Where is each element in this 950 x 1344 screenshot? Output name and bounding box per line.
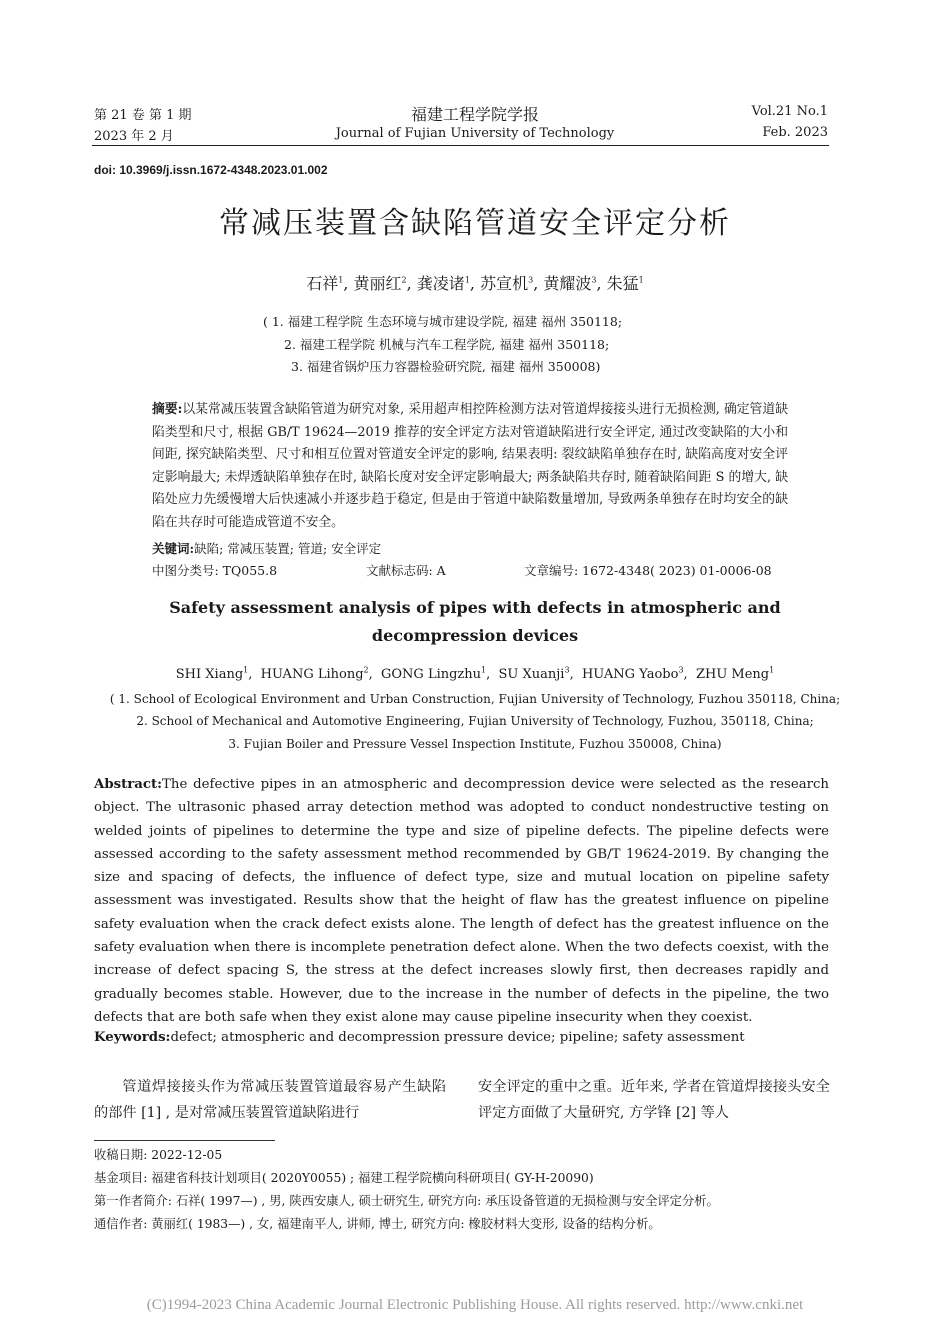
- abstract-zh-text: 以某常减压装置含缺陷管道为研究对象, 采用超声相控阵检测方法对管道焊接接头进行无损检测, 确定管道缺陷类型和尺寸, 根据 GB/T 19624—2019 推荐的安全评定方法对管道缺陷进行安全评定, 通过改变缺陷的大小和间距, 探究缺陷类型、尺寸和相互位置对管道安全评定的影响, 结果表明: 裂纹缺陷单独存在时, 缺陷高度对安全评定影响最大; 未焊透缺陷单独存在时, 缺陷长度对安全评定影响最大; 两条缺陷共存时, 随着缺陷间距 S 的增大, 缺陷处应力先缓慢增大后快速减小并逐步趋于稳定, 但是由于管道中缺陷数量增加, 导致两条单独存在时均安全的缺陷在共存时可能造成管道不安全。: [152, 402, 788, 530]
- keywords-en: [94, 1030, 745, 1045]
- keywords-zh-label: 关键词:: [152, 541, 195, 556]
- author-name: HUANG Lihong: [260, 667, 364, 682]
- journal-title-zh: 福建工程学院学报: [410, 105, 539, 124]
- author-affiliation-mark: 1: [481, 665, 487, 675]
- doi: doi: 10.3969/j.issn.1672-4348.2023.01.002: [94, 163, 328, 177]
- author-name: 黄丽红: [353, 274, 402, 293]
- affiliation-en-1: ( 1. School of Ecological Environment and Urban Construction, Fujian University of Technology, Fuzhou 350118, China;: [109, 692, 841, 706]
- clc-number: 中图分类号: TQ055.8: [152, 563, 278, 578]
- footnote-rule: [94, 1140, 275, 1141]
- document-code: 文献标志码: A: [366, 563, 446, 578]
- abstract-en-text: The defective pipes in an atmospheric and decompression device were selected as the research object. The ultrasonic phased array detection method was adopted to conduct nondestructive testing on welded joints of pipelines to determine the type and size of pipeline defects. The pipeline defects were assessed according to the safety assessment method recommended by GB/T 19624-2019. By changing the size and spacing of defects, the influence of defect type, size and mutual location on pipeline safety assessment was investigated. Results show that the height of flaw has the greatest influence on pipeline safety evaluation when the crack defect exists alone. The length of defect has the greatest influence on the safety evaluation when there is incomplete penetration defect alone. When the two defects coexist, with the increase of defect spacing S, the stress at the defect increases slowly first, then decreases rapidly and gradually becomes stable. However, due to the increase in the number of defects in the pipeline, the two defects that are both safe when they exist alone may cause pipeline insecurity when they coexist.: [94, 777, 829, 1025]
- authors-en: SHI Xiang$^1$, HUANG Lihong$^2$, GONG Lingzhu$^1$, SU Xuanji$^3$, HUANG Yaobo$^3$, ZHU Meng$^1$: [175, 665, 775, 682]
- author-affiliation-mark: 1: [638, 275, 644, 285]
- author-affiliation-mark: 1: [464, 275, 470, 285]
- footnote-received: 收稿日期: 2022-12-05: [94, 1148, 223, 1162]
- keywords-en-text: defect; atmospheric and decompression pressure device; pipeline; safety assessment: [170, 1030, 745, 1045]
- affiliation-zh-2: 2. 福建工程学院 机械与汽车工程学院, 福建 福州 350118;: [284, 337, 610, 352]
- footnote-corresponding-author: 通信作者: 黄丽红( 1983—) , 女, 福建南平人, 讲师, 博士, 研究方向: 橡胶材料大变形, 设备的结构分析。: [94, 1217, 661, 1231]
- author-name: 龚凌诸: [416, 274, 465, 293]
- author-affiliation-mark: 1: [338, 275, 344, 285]
- date-zh: 2023 年 2 月: [94, 129, 174, 144]
- footnote-first-author: 第一作者简介: 石祥( 1997—) , 男, 陕西安康人, 硕士研究生, 研究方向: 承压设备管道的无损检测与安全评定分析。: [94, 1194, 719, 1208]
- author-name: 苏宣机: [480, 274, 529, 293]
- abstract-zh: [152, 399, 788, 535]
- abstract-en: [94, 773, 829, 1029]
- author-affiliation-mark: 1: [243, 665, 249, 675]
- copyright-watermark: (C)1994-2023 China Academic Journal Electronic Publishing House. All rights reserved. http://www.cnki.net: [146, 1297, 804, 1313]
- author-name: SU Xuanji: [498, 667, 565, 682]
- author-name: HUANG Yaobo: [581, 667, 679, 682]
- footnote-funding: 基金项目: 福建省科技计划项目( 2020Y0055) ; 福建工程学院横向科研项目( GY-H-20090): [94, 1171, 594, 1185]
- affiliation-zh-1: ( 1. 福建工程学院 生态环境与城市建设学院, 福建 福州 350118;: [263, 314, 623, 329]
- body-column-right: 安全评定的重中之重。近年来, 学者在管道焊接接头安全评定方面做了大量研究, 方学锋 [2] 等人: [478, 1079, 830, 1121]
- author-affiliation-mark: 2: [363, 665, 369, 675]
- keywords-zh: [152, 539, 381, 557]
- journal-title-en: Journal of Fujian University of Technology: [335, 126, 615, 141]
- article-title-zh: 常减压装置含缺陷管道安全评定分析: [219, 206, 731, 241]
- author-name: 朱猛: [606, 274, 639, 293]
- article-number: 文章编号: 1672-4348( 2023) 01-0006-08: [524, 563, 772, 578]
- body-column-left: 管道焊接接头作为常减压装置管道最容易产生缺陷的部件 [1] , 是对常减压装置管道缺陷进行: [94, 1079, 446, 1121]
- affiliation-en-3: 3. Fujian Boiler and Pressure Vessel Inspection Institute, Fuzhou 350008, China): [228, 737, 722, 751]
- author-name: 石祥: [306, 274, 339, 293]
- abstract-zh-label: 摘要:: [152, 402, 183, 417]
- keywords-zh-text: 缺陷; 常减压装置; 管道; 安全评定: [194, 541, 382, 556]
- author-affiliation-mark: 1: [769, 665, 775, 675]
- article-title-en: Safety assessment analysis of pipes with defects in atmospheric and decompression devices: [169, 598, 781, 645]
- volume-issue-zh: 第 21 卷 第 1 期: [94, 108, 192, 123]
- author-affiliation-mark: 3: [528, 275, 534, 285]
- affiliation-zh-3: 3. 福建省锅炉压力容器检验研究院, 福建 福州 350008): [291, 359, 601, 374]
- authors-zh: 石祥$^1$, 黄丽红$^2$, 龚凌诸$^1$, 苏宣机$^3$, 黄耀波$^3$, 朱猛$^1$: [306, 274, 644, 293]
- author-affiliation-mark: 3: [678, 665, 684, 675]
- header-rule: [92, 145, 829, 146]
- author-affiliation-mark: 3: [591, 275, 597, 285]
- author-name: SHI Xiang: [175, 667, 244, 682]
- abstract-en-label: Abstract:: [94, 777, 163, 792]
- date-en: Feb. 2023: [762, 125, 828, 140]
- author-affiliation-mark: 2: [401, 275, 407, 285]
- keywords-en-label: Keywords:: [94, 1030, 171, 1045]
- author-name: 黄耀波: [543, 274, 592, 293]
- author-name: GONG Lingzhu: [381, 667, 482, 682]
- volume-issue-en: Vol.21 No.1: [751, 104, 828, 119]
- author-affiliation-mark: 3: [564, 665, 570, 675]
- author-name: ZHU Meng: [695, 667, 770, 682]
- affiliation-en-2: 2. School of Mechanical and Automotive Engineering, Fujian University of Technology, Fuzhou, 350118, China;: [136, 714, 814, 728]
